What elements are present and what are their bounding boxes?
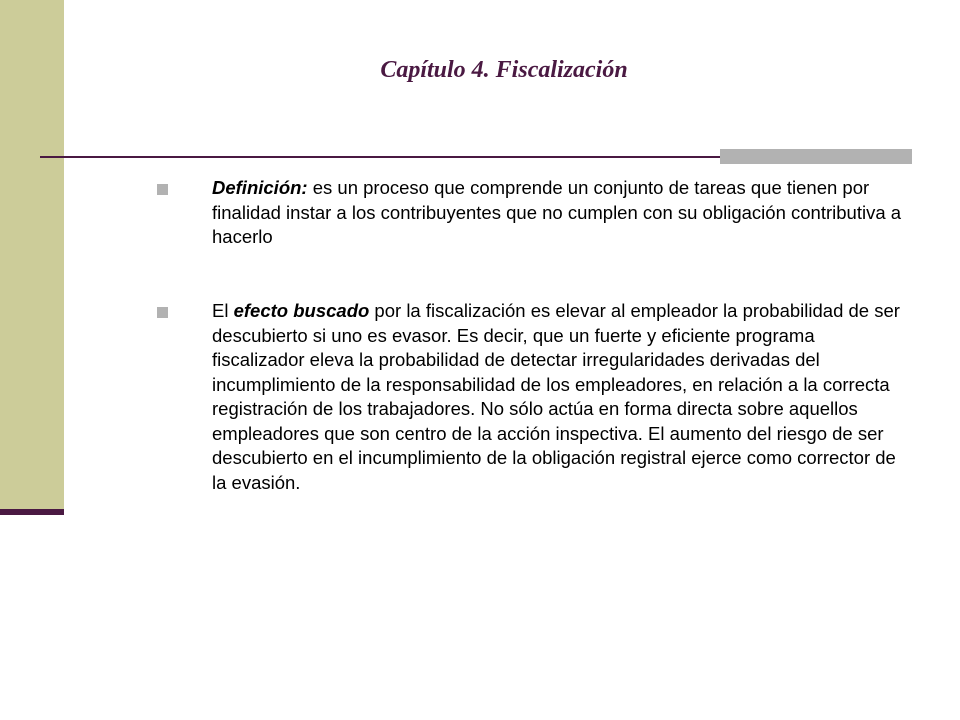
bullet-lead: El (212, 300, 234, 321)
bullet-text: por la fiscalización es elevar al empleador la probabilidad de ser descubierto si uno es evasor. Es decir, que un fuerte y eficiente programa fiscalizador eleva la probabilidad de detectar irregularidades derivadas del incumplimiento de la responsabilidad de los empleadores, en relación a la correcta registración de los trabajadores. No sólo actúa en forma directa sobre aquellos empleadores que son centro de la acción inspectiva. El aumento del riesgo de ser descubierto en el incumplimiento de la obligación registral ejerce como corrector de la evasión. (212, 300, 900, 493)
bullet-text: es un proceso que comprende un conjunto de tareas que tienen por finalidad instar a los contribuyentes que no cumplen con su obligación contributiva a hacerlo (212, 177, 902, 247)
bullet-efecto (212, 299, 912, 495)
bullet-square-icon (157, 184, 168, 195)
bullet-square-icon (157, 307, 168, 318)
bullet-term: Definición: (212, 177, 308, 198)
bullet-definition (212, 176, 912, 250)
slide-title: Capítulo 4. Fiscalización (380, 57, 628, 83)
bullet-term: efecto buscado (233, 300, 370, 321)
